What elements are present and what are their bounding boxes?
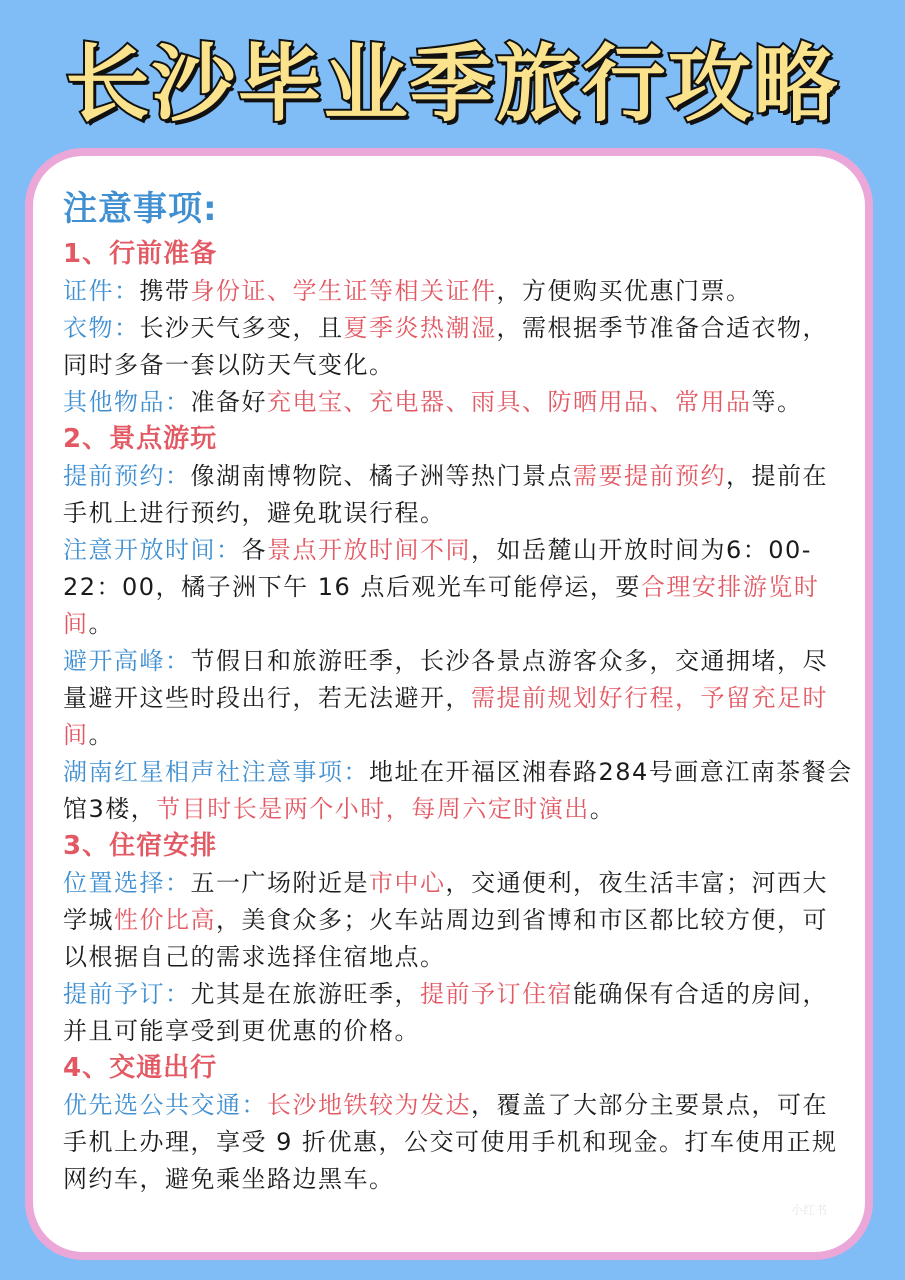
item-clothing: 衣物：长沙天气多变，且夏季炎热潮湿，需根据季节准备合适衣物，同时多备一套以防天气变化。 xyxy=(63,314,828,379)
highlight-text: 合理安排游览时间 xyxy=(63,573,820,638)
item-other-supplies: 其他物品：准备好充电宝、充电器、雨具、防晒用品、常用品等。 xyxy=(63,388,803,416)
item-label: 提前予订： xyxy=(63,980,191,1008)
highlight-text: 长沙地铁较为发达 xyxy=(267,1091,471,1119)
card-content xyxy=(63,184,853,1198)
highlight-text: 节目时长是两个小时，每周六定时演出 xyxy=(156,795,590,823)
item-label: 避开高峰： xyxy=(63,647,191,675)
item-label: 湖南红星相声社注意事项： xyxy=(63,758,369,786)
highlight-text: 性价比高 xyxy=(114,906,216,934)
item-crosstalk-club: 湖南红星相声社注意事项：地址在开福区湘春路284号画意江南茶餐会馆3楼，节目时长是两个小时，每周六定时演出。 xyxy=(63,758,853,823)
section-heading-prep: 1、行前准备 xyxy=(63,239,218,269)
item-label: 优先选公共交通： xyxy=(63,1091,267,1119)
highlight-text: 景点开放时间不同 xyxy=(267,536,471,564)
highlight-text: 需提前规划好行程，予留充足时间 xyxy=(63,684,828,749)
item-avoid-peak: 避开高峰：节假日和旅游旺季，长沙各景点游客众多，交通拥堵，尽量避开这些时段出行，若无法避开，需提前规划好行程，予留充足时间。 xyxy=(63,647,828,749)
item-label: 提前预约： xyxy=(63,462,191,490)
highlight-text: 充电宝、充电器、雨具、防晒用品、常用品 xyxy=(267,388,752,416)
page-title: 长沙毕业季旅行攻略 xyxy=(65,35,840,133)
item-opening-hours: 注意开放时间：各景点开放时间不同，如岳麓山开放时间为6：00-22：00，橘子洲下午 16 点后观光车可能停运，要合理安排游览时间。 xyxy=(63,536,820,638)
item-public-transport: 优先选公共交通：长沙地铁较为发达，覆盖了大部分主要景点，可在手机上办理，享受 9 折优惠，公交可使用手机和现金。打车使用正规网约车，避免乘坐路边黑车。 xyxy=(63,1091,838,1193)
highlight-text: 身份证、学生证等相关证件 xyxy=(190,277,497,305)
item-documents: 证件：携带身份证、学生证等相关证件，方便购买优惠门票。 xyxy=(63,277,752,305)
item-label: 注意开放时间： xyxy=(63,536,242,564)
notice-heading: 注意事项: xyxy=(63,189,218,229)
item-label: 其他物品： xyxy=(63,388,191,416)
section-heading-sights: 2、景点游玩 xyxy=(63,424,218,454)
watermark: 小红书 xyxy=(790,1203,827,1217)
section-heading-lodging: 3、住宿安排 xyxy=(63,831,218,861)
section-heading-transport: 4、交通出行 xyxy=(63,1053,218,1083)
item-reservation: 提前预约：像湖南博物院、橘子洲等热门景点需要提前预约，提前在手机上进行预约，避免耽误行程。 xyxy=(63,462,828,527)
item-label: 证件： xyxy=(63,277,140,305)
item-location-choice: 位置选择：五一广场附近是市中心，交通便利，夜生活丰富；河西大学城性价比高，美食众多；火车站周边到省博和市区都比较方便，可以根据自己的需求选择住宿地点。 xyxy=(63,869,828,971)
item-advance-booking: 提前予订：尤其是在旅游旺季，提前予订住宿能确保有合适的房间，并且可能享受到更优惠的价格。 xyxy=(63,980,828,1045)
highlight-text: 需要提前预约 xyxy=(573,462,726,490)
highlight-text: 夏季炎热潮湿 xyxy=(343,314,497,342)
item-label: 衣物： xyxy=(63,314,140,342)
highlight-text: 提前予订住宿 xyxy=(420,980,573,1008)
content-card xyxy=(25,148,873,1260)
item-label: 位置选择： xyxy=(63,869,191,897)
highlight-text: 市中心 xyxy=(369,869,446,897)
